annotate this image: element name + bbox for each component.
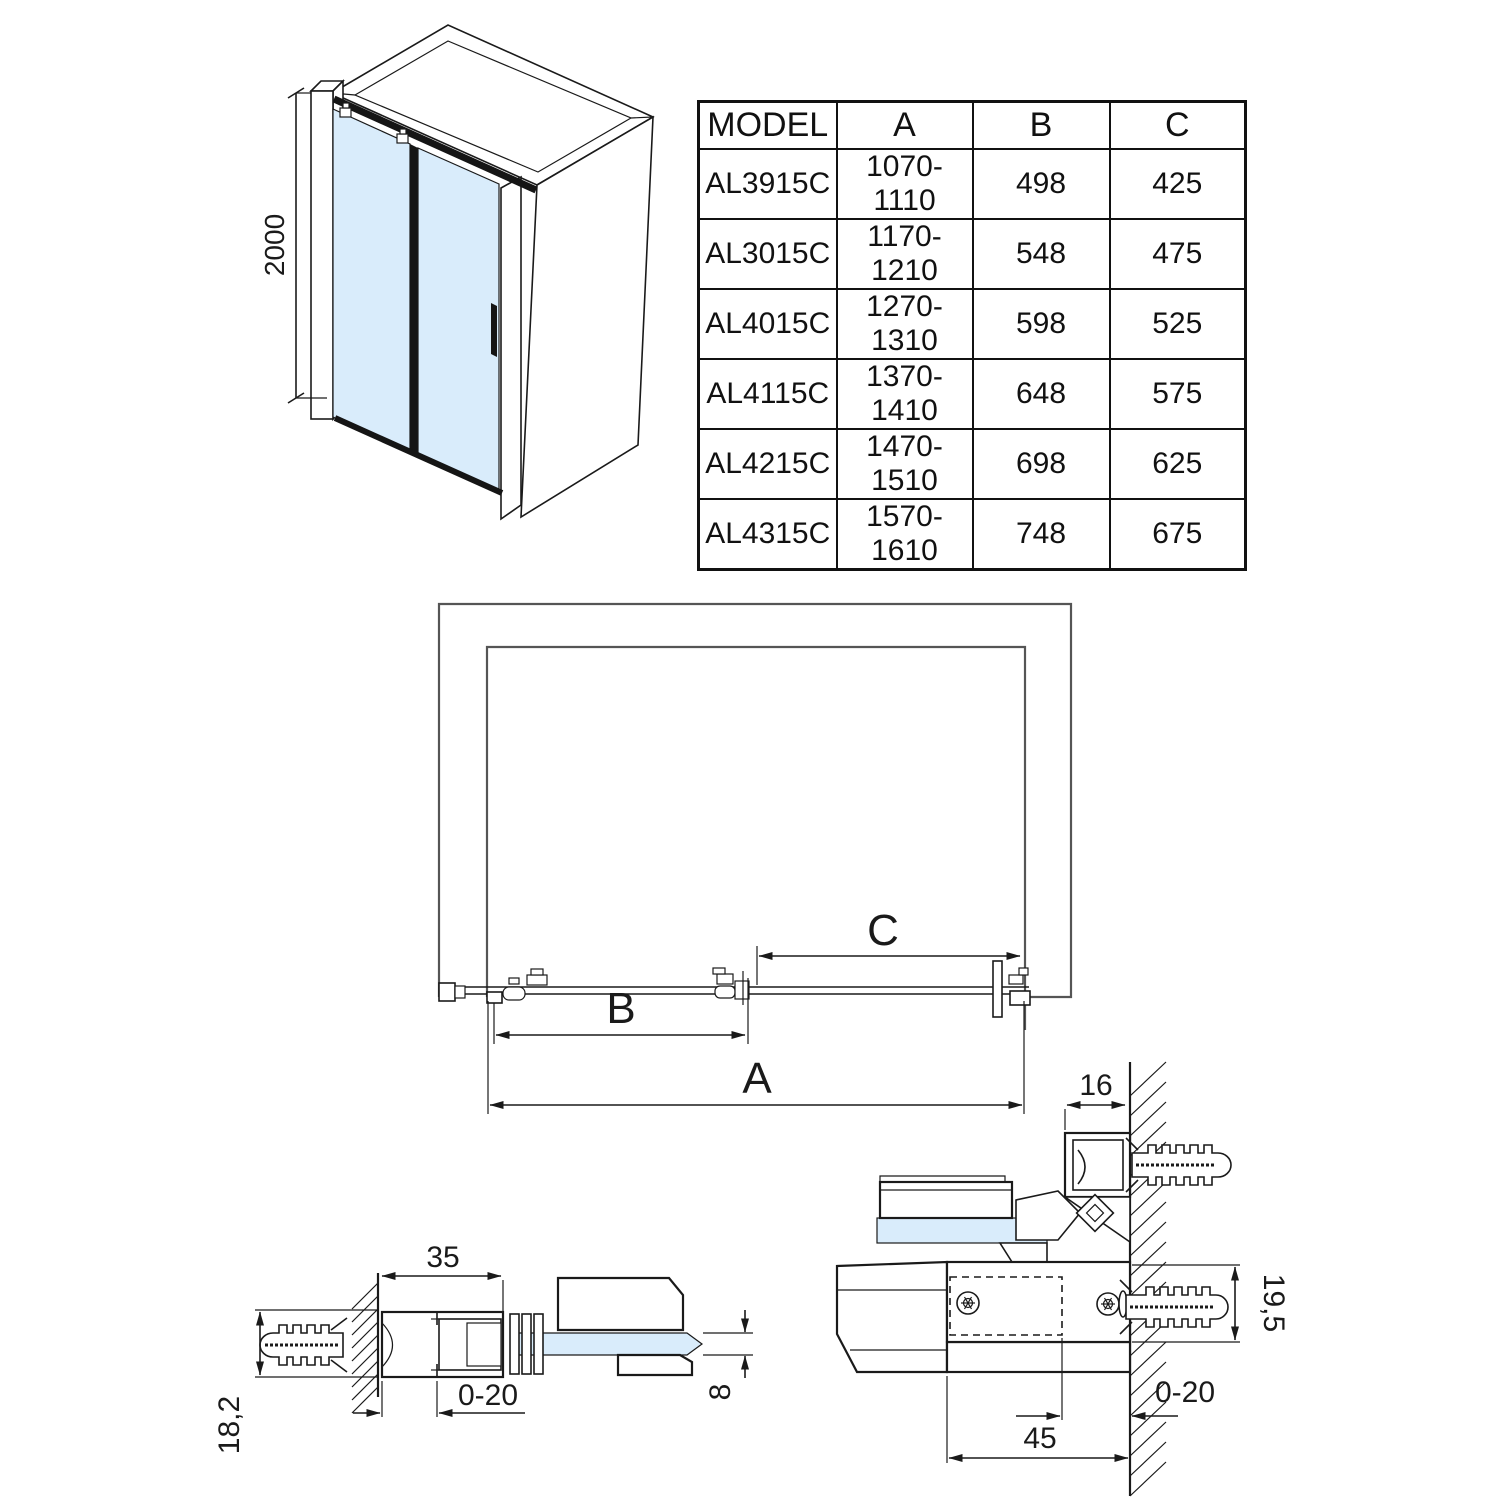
cell-b: 598	[973, 289, 1110, 359]
dimension-b	[494, 978, 748, 1044]
cell-model: AL4215C	[699, 429, 837, 499]
cell-model: AL4315C	[699, 499, 837, 570]
fixed-glass-panel	[333, 109, 410, 452]
door-handle	[491, 303, 497, 357]
table-row	[699, 499, 1246, 570]
cell-b: 498	[973, 149, 1110, 219]
dim-label-35: 35	[426, 1241, 460, 1274]
cell-model: AL4115C	[699, 359, 837, 429]
bracket-assembly	[837, 1262, 1130, 1372]
cell-a: 1470-1510	[837, 429, 973, 499]
glass-clamp-springs	[510, 1314, 543, 1374]
table-row	[699, 359, 1246, 429]
wall-anchor-dowel	[1126, 1138, 1231, 1192]
roller-carriage	[503, 969, 547, 1000]
wall-profile-section	[382, 1312, 503, 1377]
plan-view	[425, 585, 1095, 1130]
dim-label-45: 45	[1023, 1422, 1057, 1455]
dim-label-b: B	[606, 984, 636, 1033]
door-profile-lower	[618, 1355, 692, 1375]
dimension-45	[947, 1376, 1128, 1463]
cell-a: 1270-1310	[837, 289, 973, 359]
wall-hatch	[352, 1273, 378, 1413]
wall-anchor-dowel	[1120, 1280, 1228, 1334]
cell-b: 548	[973, 219, 1110, 289]
header-model: MODEL	[699, 102, 837, 150]
header-c: C	[1110, 102, 1246, 150]
door-assembly-section	[439, 961, 1030, 1017]
dim-label-0-20: 0-20	[1154, 1376, 1216, 1409]
wall-hatch	[1130, 1062, 1166, 1496]
dim-label-2000: 2000	[259, 213, 290, 277]
wall-profile-section	[439, 983, 455, 1001]
table-row	[699, 219, 1246, 289]
isometric-view	[255, 5, 685, 550]
dim-label-16: 16	[1079, 1069, 1113, 1102]
cell-a: 1070-1110	[837, 149, 973, 219]
cell-model: AL3015C	[699, 219, 837, 289]
dimension-35	[382, 1241, 503, 1313]
table-header-row	[699, 102, 1246, 150]
wall-anchor-dowel	[260, 1318, 347, 1372]
cell-c: 525	[1110, 289, 1246, 359]
cell-c: 625	[1110, 429, 1246, 499]
dim-label-c: C	[867, 906, 899, 955]
roller-carriage	[713, 968, 749, 1005]
dimension-8	[703, 1310, 753, 1400]
corner-bracket-detail	[820, 1050, 1300, 1500]
dim-label-18-2: 18,2	[213, 1395, 246, 1455]
torx-screw	[957, 1292, 979, 1314]
cell-b: 748	[973, 499, 1110, 570]
cell-model: AL4015C	[699, 289, 837, 359]
cell-a: 1370-1410	[837, 359, 973, 429]
cell-a: 1570-1610	[837, 499, 973, 570]
dim-label-19-5: 19,5	[1257, 1273, 1290, 1333]
door-profile-upper	[558, 1278, 683, 1330]
torx-screw	[1097, 1293, 1119, 1315]
dim-label-a: A	[742, 1054, 772, 1103]
cell-c: 575	[1110, 359, 1246, 429]
dimension-c	[757, 906, 1020, 985]
outer-wall-outline	[439, 604, 1071, 997]
dimension-16	[1065, 1069, 1125, 1130]
cell-c: 675	[1110, 499, 1246, 570]
table-row	[699, 289, 1246, 359]
cell-model: AL3915C	[699, 149, 837, 219]
right-column	[501, 177, 521, 519]
dim-label-8: 8	[704, 1383, 737, 1401]
dim-label-0-20: 0-20	[457, 1379, 519, 1412]
cell-b: 698	[973, 429, 1110, 499]
cell-c: 425	[1110, 149, 1246, 219]
wall-end-cap	[487, 992, 502, 1003]
model-dimension-table	[697, 100, 1247, 571]
inner-wall-outline	[487, 647, 1025, 997]
header-a: A	[837, 102, 973, 150]
table-row	[699, 429, 1246, 499]
sliding-glass-panel	[418, 148, 499, 491]
cell-c: 475	[1110, 219, 1246, 289]
cell-a: 1170-1210	[837, 219, 973, 289]
cell-b: 648	[973, 359, 1110, 429]
table-row	[699, 149, 1246, 219]
wall-profile-detail	[213, 1235, 770, 1500]
panel-divider	[410, 144, 418, 455]
magnetic-seal	[1016, 1191, 1113, 1240]
header-b: B	[973, 102, 1110, 150]
